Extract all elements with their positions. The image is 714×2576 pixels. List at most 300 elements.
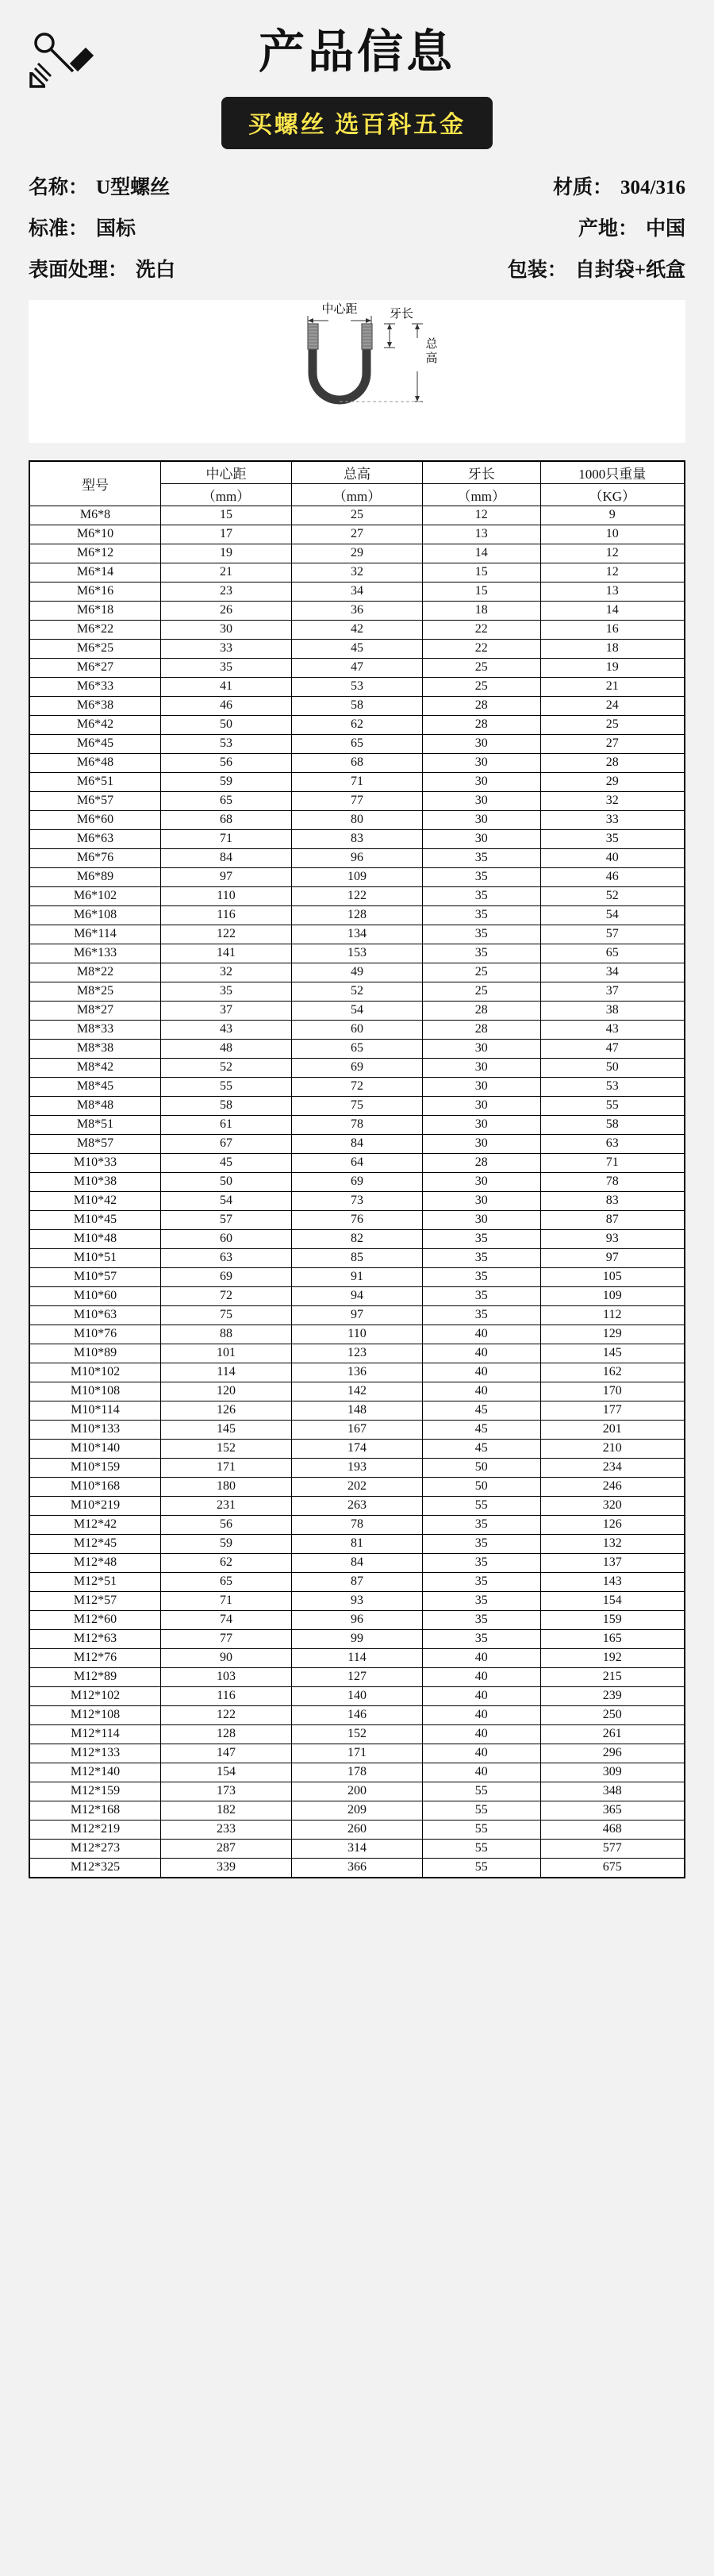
cell-model: M12*140 (30, 1763, 161, 1782)
cell-value: 174 (292, 1439, 423, 1458)
cell-value: 171 (292, 1744, 423, 1763)
cell-value: 93 (292, 1591, 423, 1610)
cell-value: 78 (292, 1115, 423, 1134)
cell-value: 69 (292, 1172, 423, 1191)
cell-model: M10*219 (30, 1496, 161, 1515)
cell-model: M6*27 (30, 658, 161, 677)
diagram-label-total-height-1: 总 (425, 337, 438, 351)
cell-value: 129 (540, 1325, 685, 1344)
spec-label-standard: 标准： (29, 217, 89, 240)
table-row (30, 1705, 685, 1724)
cell-value: 71 (292, 772, 423, 791)
cell-value: 30 (423, 1210, 541, 1229)
cell-model: M6*10 (30, 525, 161, 544)
cell-value: 10 (540, 525, 685, 544)
cell-value: 91 (292, 1267, 423, 1286)
cell-value: 30 (423, 1039, 541, 1058)
table-row (30, 1134, 685, 1153)
cell-value: 9 (540, 506, 685, 525)
cell-value: 55 (423, 1858, 541, 1877)
cell-model: M6*45 (30, 734, 161, 753)
cell-model: M6*108 (30, 905, 161, 925)
cell-value: 30 (423, 791, 541, 810)
cell-value: 28 (423, 715, 541, 734)
cell-value: 30 (423, 1058, 541, 1077)
cell-value: 154 (540, 1591, 685, 1610)
cell-value: 40 (423, 1382, 541, 1401)
cell-value: 77 (161, 1629, 292, 1648)
cell-value: 320 (540, 1496, 685, 1515)
cell-value: 84 (161, 848, 292, 867)
cell-value: 209 (292, 1801, 423, 1820)
cell-value: 171 (161, 1458, 292, 1477)
page-header (0, 0, 714, 149)
table-row (30, 1401, 685, 1420)
cell-value: 30 (423, 1191, 541, 1210)
table-row (30, 1305, 685, 1325)
cell-value: 74 (161, 1610, 292, 1629)
cell-value: 28 (423, 696, 541, 715)
table-row (30, 1172, 685, 1191)
unit-center-distance: （mm） (161, 483, 292, 506)
spec-table-wrap (29, 460, 685, 1878)
cell-value: 141 (161, 944, 292, 963)
cell-value: 45 (423, 1401, 541, 1420)
table-row (30, 1839, 685, 1858)
cell-value: 50 (540, 1058, 685, 1077)
cell-value: 35 (423, 1629, 541, 1648)
cell-value: 45 (161, 1153, 292, 1172)
cell-value: 62 (292, 715, 423, 734)
cell-model: M10*63 (30, 1305, 161, 1325)
cell-value: 35 (423, 848, 541, 867)
cell-value: 19 (540, 658, 685, 677)
spec-label-origin: 产地： (578, 217, 638, 240)
cell-value: 40 (423, 1686, 541, 1705)
cell-model: M12*60 (30, 1610, 161, 1629)
cell-model: M10*48 (30, 1229, 161, 1248)
cell-model: M6*22 (30, 620, 161, 639)
table-row (30, 1534, 685, 1553)
cell-model: M10*114 (30, 1401, 161, 1420)
cell-value: 32 (161, 963, 292, 982)
cell-value: 29 (292, 544, 423, 563)
cell-value: 35 (423, 886, 541, 905)
cell-model: M10*159 (30, 1458, 161, 1477)
cell-value: 47 (540, 1039, 685, 1058)
cell-model: M10*76 (30, 1325, 161, 1344)
spec-list (29, 176, 685, 283)
cell-value: 30 (423, 753, 541, 772)
cell-value: 25 (423, 963, 541, 982)
cell-value: 468 (540, 1820, 685, 1839)
cell-value: 57 (161, 1210, 292, 1229)
cell-value: 109 (540, 1286, 685, 1305)
cell-value: 54 (161, 1191, 292, 1210)
cell-value: 55 (423, 1820, 541, 1839)
cell-value: 365 (540, 1801, 685, 1820)
cell-value: 137 (540, 1553, 685, 1572)
table-row (30, 1267, 685, 1286)
table-body (30, 506, 685, 1877)
cell-model: M12*114 (30, 1724, 161, 1744)
cell-value: 35 (423, 1286, 541, 1305)
cell-value: 22 (423, 620, 541, 639)
cell-value: 55 (540, 1096, 685, 1115)
cell-model: M10*38 (30, 1172, 161, 1191)
cell-model: M10*57 (30, 1267, 161, 1286)
cell-value: 159 (540, 1610, 685, 1629)
cell-value: 132 (540, 1534, 685, 1553)
cell-value: 201 (540, 1420, 685, 1439)
cell-value: 58 (292, 696, 423, 715)
cell-value: 55 (423, 1801, 541, 1820)
cell-value: 77 (292, 791, 423, 810)
cell-value: 126 (161, 1401, 292, 1420)
cell-value: 99 (292, 1629, 423, 1648)
cell-value: 142 (292, 1382, 423, 1401)
cell-value: 136 (292, 1363, 423, 1382)
cell-value: 54 (292, 1001, 423, 1020)
cell-model: M12*168 (30, 1801, 161, 1820)
cell-value: 122 (292, 886, 423, 905)
cell-model: M10*42 (30, 1191, 161, 1210)
table-row (30, 639, 685, 658)
cell-value: 15 (161, 506, 292, 525)
cell-value: 577 (540, 1839, 685, 1858)
table-row (30, 1229, 685, 1248)
cell-value: 59 (161, 1534, 292, 1553)
cell-model: M6*16 (30, 582, 161, 601)
cell-value: 75 (161, 1305, 292, 1325)
cell-model: M12*63 (30, 1629, 161, 1648)
cell-model: M6*51 (30, 772, 161, 791)
cell-value: 123 (292, 1344, 423, 1363)
cell-value: 110 (161, 886, 292, 905)
cell-value: 178 (292, 1763, 423, 1782)
th-thread-length: 牙长 (423, 461, 541, 483)
table-row (30, 1820, 685, 1839)
table-row (30, 963, 685, 982)
cell-value: 40 (423, 1763, 541, 1782)
cell-value: 46 (540, 867, 685, 886)
cell-value: 112 (540, 1305, 685, 1325)
table-row (30, 734, 685, 753)
cell-value: 57 (540, 925, 685, 944)
cell-value: 49 (292, 963, 423, 982)
cell-value: 234 (540, 1458, 685, 1477)
cell-value: 96 (292, 1610, 423, 1629)
cell-value: 18 (423, 601, 541, 620)
cell-value: 246 (540, 1477, 685, 1496)
cell-value: 15 (423, 563, 541, 582)
cell-value: 53 (540, 1077, 685, 1096)
cell-value: 162 (540, 1363, 685, 1382)
cell-value: 82 (292, 1229, 423, 1248)
cell-value: 25 (423, 982, 541, 1001)
cell-value: 28 (423, 1001, 541, 1020)
cell-value: 177 (540, 1401, 685, 1420)
spec-label-material: 材质： (553, 176, 613, 198)
cell-value: 65 (161, 1572, 292, 1591)
cell-value: 35 (423, 1591, 541, 1610)
cell-value: 30 (423, 1115, 541, 1134)
cell-model: M6*114 (30, 925, 161, 944)
cell-value: 35 (423, 1305, 541, 1325)
cell-value: 35 (423, 1553, 541, 1572)
cell-model: M12*42 (30, 1515, 161, 1534)
cell-value: 145 (161, 1420, 292, 1439)
cell-value: 231 (161, 1496, 292, 1515)
cell-model: M10*133 (30, 1420, 161, 1439)
cell-value: 182 (161, 1801, 292, 1820)
unit-total-height: （mm） (292, 483, 423, 506)
cell-model: M10*89 (30, 1344, 161, 1363)
table-row (30, 1115, 685, 1134)
cell-value: 25 (423, 658, 541, 677)
cell-value: 34 (540, 963, 685, 982)
cell-value: 87 (292, 1572, 423, 1591)
cell-value: 88 (161, 1325, 292, 1344)
table-row (30, 601, 685, 620)
table-row (30, 810, 685, 829)
cell-value: 81 (292, 1534, 423, 1553)
cell-value: 126 (540, 1515, 685, 1534)
table-row (30, 658, 685, 677)
cell-value: 287 (161, 1839, 292, 1858)
cell-value: 40 (423, 1667, 541, 1686)
cell-value: 15 (423, 582, 541, 601)
cell-value: 65 (540, 944, 685, 963)
spec-value-surface: 洗白 (136, 259, 176, 281)
cell-value: 50 (161, 1172, 292, 1191)
cell-value: 309 (540, 1763, 685, 1782)
cell-value: 16 (540, 620, 685, 639)
table-row (30, 1077, 685, 1096)
cell-value: 180 (161, 1477, 292, 1496)
table-row (30, 753, 685, 772)
cell-value: 35 (423, 1534, 541, 1553)
table-row (30, 1420, 685, 1439)
diagram-label-thread-length: 牙长 (389, 307, 414, 321)
cell-value: 25 (423, 677, 541, 696)
table-row (30, 582, 685, 601)
cell-value: 76 (292, 1210, 423, 1229)
cell-model: M8*33 (30, 1020, 161, 1039)
table-row (30, 1782, 685, 1801)
cell-value: 30 (423, 810, 541, 829)
cell-value: 145 (540, 1344, 685, 1363)
table-row (30, 1553, 685, 1572)
cell-value: 30 (423, 734, 541, 753)
cell-value: 30 (423, 772, 541, 791)
cell-value: 12 (540, 544, 685, 563)
cell-value: 14 (540, 601, 685, 620)
cell-value: 109 (292, 867, 423, 886)
cell-value: 90 (161, 1648, 292, 1667)
cell-value: 40 (423, 1363, 541, 1382)
cell-model: M6*14 (30, 563, 161, 582)
cell-model: M6*12 (30, 544, 161, 563)
cell-value: 37 (161, 1001, 292, 1020)
table-row (30, 867, 685, 886)
cell-value: 38 (540, 1001, 685, 1020)
cell-value: 71 (540, 1153, 685, 1172)
cell-value: 55 (423, 1496, 541, 1515)
cell-value: 263 (292, 1496, 423, 1515)
table-row (30, 696, 685, 715)
cell-model: M12*273 (30, 1839, 161, 1858)
cell-value: 36 (292, 601, 423, 620)
cell-value: 53 (161, 734, 292, 753)
table-row (30, 791, 685, 810)
spec-label-package: 包装： (507, 259, 567, 281)
cell-value: 103 (161, 1667, 292, 1686)
table-row (30, 1458, 685, 1477)
cell-model: M12*325 (30, 1858, 161, 1877)
table-row (30, 1610, 685, 1629)
cell-value: 120 (161, 1382, 292, 1401)
cell-model: M12*48 (30, 1553, 161, 1572)
table-row (30, 1667, 685, 1686)
cell-value: 173 (161, 1782, 292, 1801)
cell-model: M6*8 (30, 506, 161, 525)
cell-model: M10*33 (30, 1153, 161, 1172)
table-row (30, 886, 685, 905)
cell-value: 52 (540, 886, 685, 905)
table-row (30, 1153, 685, 1172)
cell-value: 27 (292, 525, 423, 544)
table-row (30, 1096, 685, 1115)
table-row (30, 1744, 685, 1763)
table-row (30, 1763, 685, 1782)
cell-value: 60 (161, 1229, 292, 1248)
cell-model: M6*76 (30, 848, 161, 867)
table-row (30, 1801, 685, 1820)
th-total-height: 总高 (292, 461, 423, 483)
cell-value: 62 (161, 1553, 292, 1572)
spec-label-name: 名称： (29, 176, 89, 198)
cell-value: 32 (292, 563, 423, 582)
cell-value: 366 (292, 1858, 423, 1877)
cell-value: 85 (292, 1248, 423, 1267)
cell-value: 34 (292, 582, 423, 601)
table-row (30, 905, 685, 925)
cell-model: M6*18 (30, 601, 161, 620)
cell-value: 165 (540, 1629, 685, 1648)
table-row (30, 506, 685, 525)
table-row (30, 1001, 685, 1020)
cell-value: 114 (161, 1363, 292, 1382)
table-row (30, 1439, 685, 1458)
cell-value: 73 (292, 1191, 423, 1210)
cell-value: 35 (423, 1267, 541, 1286)
cell-value: 17 (161, 525, 292, 544)
cell-value: 71 (161, 1591, 292, 1610)
cell-value: 35 (423, 1610, 541, 1629)
cell-model: M8*48 (30, 1096, 161, 1115)
cell-value: 154 (161, 1763, 292, 1782)
cell-model: M10*102 (30, 1363, 161, 1382)
cell-value: 29 (540, 772, 685, 791)
cell-value: 675 (540, 1858, 685, 1877)
table-row (30, 829, 685, 848)
cell-value: 67 (161, 1134, 292, 1153)
table-row (30, 525, 685, 544)
cell-value: 30 (423, 1134, 541, 1153)
cell-value: 193 (292, 1458, 423, 1477)
cell-value: 35 (423, 1572, 541, 1591)
cell-value: 22 (423, 639, 541, 658)
cell-model: M10*45 (30, 1210, 161, 1229)
table-row (30, 544, 685, 563)
table-row (30, 1477, 685, 1496)
cell-value: 65 (292, 734, 423, 753)
cell-value: 69 (161, 1267, 292, 1286)
cell-value: 147 (161, 1744, 292, 1763)
table-row (30, 1572, 685, 1591)
cell-value: 233 (161, 1820, 292, 1839)
cell-value: 27 (540, 734, 685, 753)
cell-value: 56 (161, 1515, 292, 1534)
cell-value: 53 (292, 677, 423, 696)
table-row (30, 1363, 685, 1382)
cell-value: 50 (161, 715, 292, 734)
table-row (30, 925, 685, 944)
cell-model: M12*51 (30, 1572, 161, 1591)
cell-value: 18 (540, 639, 685, 658)
cell-value: 35 (423, 905, 541, 925)
cell-value: 215 (540, 1667, 685, 1686)
page-title: 产品信息 (258, 26, 455, 78)
cell-value: 84 (292, 1134, 423, 1153)
cell-value: 261 (540, 1724, 685, 1744)
cell-value: 87 (540, 1210, 685, 1229)
cell-value: 68 (292, 753, 423, 772)
cell-model: M6*102 (30, 886, 161, 905)
cell-value: 40 (423, 1344, 541, 1363)
cell-value: 83 (540, 1191, 685, 1210)
cell-value: 84 (292, 1553, 423, 1572)
slogan-badge: 买螺丝 选百科五金 (221, 97, 493, 149)
cell-model: M8*51 (30, 1115, 161, 1134)
spec-table (29, 461, 685, 1878)
cell-value: 114 (292, 1648, 423, 1667)
table-row (30, 1724, 685, 1744)
cell-model: M6*42 (30, 715, 161, 734)
table-row (30, 848, 685, 867)
cell-value: 37 (540, 982, 685, 1001)
cell-value: 202 (292, 1477, 423, 1496)
cell-model: M8*38 (30, 1039, 161, 1058)
cell-value: 167 (292, 1420, 423, 1439)
cell-value: 339 (161, 1858, 292, 1877)
cell-value: 200 (292, 1782, 423, 1801)
table-row (30, 1648, 685, 1667)
cell-value: 78 (292, 1515, 423, 1534)
spec-value-package: 自封袋+纸盒 (574, 259, 685, 281)
table-row (30, 1382, 685, 1401)
table-row (30, 1629, 685, 1648)
cell-value: 45 (423, 1420, 541, 1439)
table-row (30, 1020, 685, 1039)
cell-value: 40 (423, 1724, 541, 1744)
cell-model: M10*140 (30, 1439, 161, 1458)
cell-value: 96 (292, 848, 423, 867)
wrench-bolt-logo-icon (27, 27, 98, 90)
cell-value: 94 (292, 1286, 423, 1305)
cell-value: 116 (161, 1686, 292, 1705)
